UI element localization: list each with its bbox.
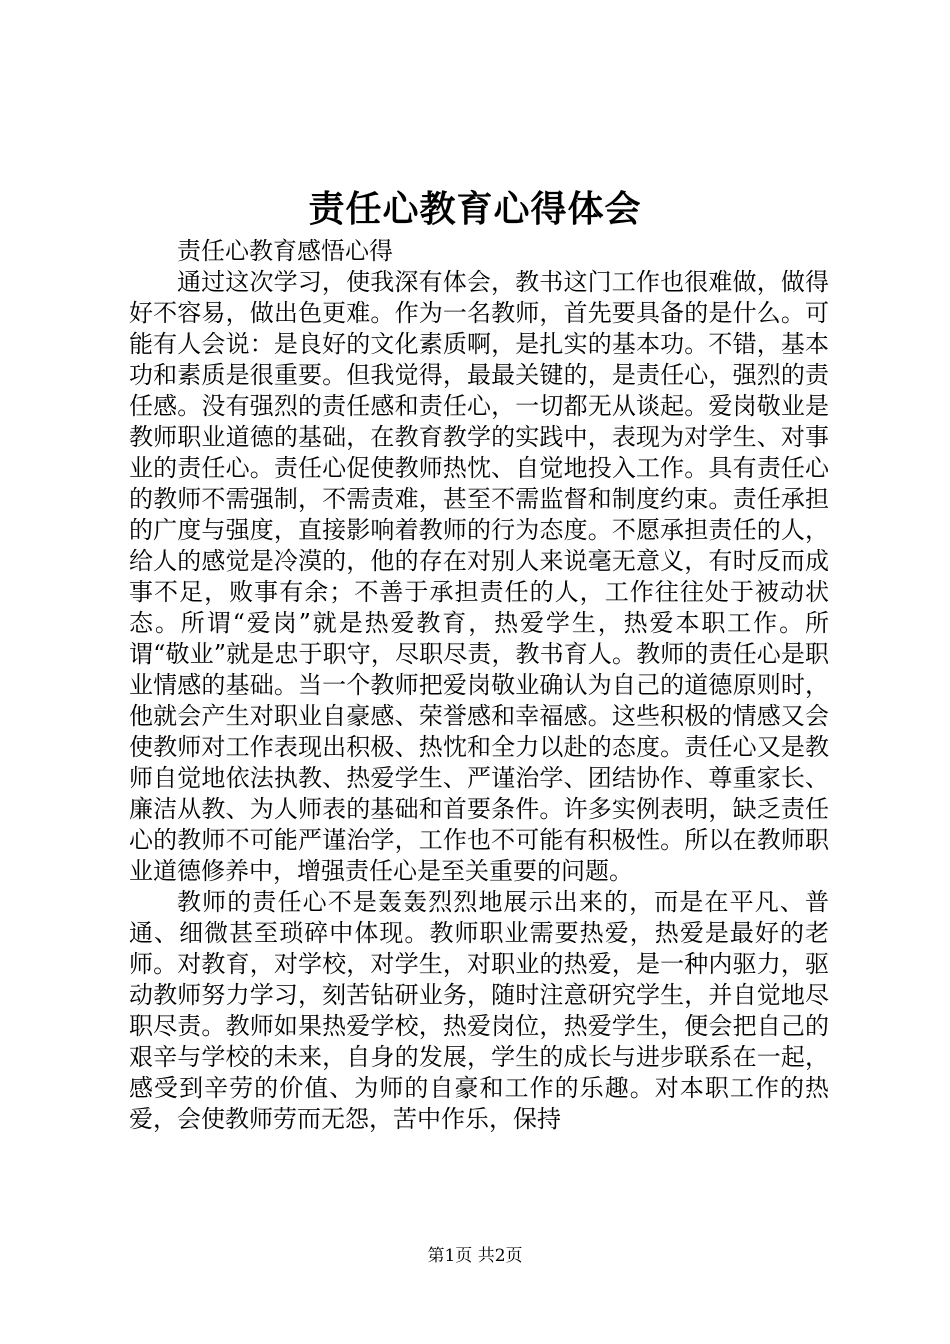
- paragraph-1: 通过这次学习，使我深有体会，教书这门工作也很难做，做得好不容易，做出色更难。作为一名教师，首先要具备的是什么。可能有人会说：是良好的文化素质啊，是扎实的基本功。不错，基本功和素质是很重要。但我觉得，最最关键的，是责任心，强烈的责任感。没有强烈的责任感和责任心，一切都无从谈起。爱岗敬业是教师职业道德的基础，在教育教学的实践中，表现为对学生、对事业的责任心。责任心促使教师热忱、自觉地投入工作。具有责任心的教师不需强制，不需责难，甚至不需监督和制度约束。责任承担的广度与强度，直接影响着教师的行为态度。不愿承担责任的人，给人的感觉是冷漠的，他的存在对别人来说毫无意义，有时反而成事不足，败事有余；不善于承担责任的人，工作往往处于被动状态。所谓“爱岗”就是热爱教育，热爱学生，热爱本职工作。所谓“敬业”就是忠于职守，尽职尽责，教书育人。教师的责任心是职业情感的基础。当一个教师把爱岗敬业确认为自己的道德原则时，他就会产生对职业自豪感、荣誉感和幸福感。这些积极的情感又会使教师对工作表现出积极、热忱和全力以赴的态度。责任心又是教师自觉地依法执教、热爱学生、严谨治学、团结协作、尊重家长、廉洁从教、为人师表的基础和首要条件。许多实例表明，缺乏责任心的教师不可能严谨治学，工作也不可能有积极性。所以在教师职业道德修养中，增强责任心是至关重要的问题。: [129, 268, 829, 885]
- paragraph-2: 教师的责任心不是轰轰烈烈地展示出来的，而是在平凡、普通、细微甚至琐碎中体现。教师职业需要热爱，热爱是最好的老师。对教育，对学校，对学生，对职业的热爱，是一种内驱力，驱动教师努力学习，刻苦钻研业务，随时注意研究学生，并自觉地尽职尽责。教师如果热爱学校，热爱岗位，热爱学生，便会把自己的艰辛与学校的未来，自身的发展，学生的成长与进步联系在一起，感受到辛劳的价值、为师的自豪和工作的乐趣。对本职工作的热爱，会使教师劳而无怨，苦中作乐，保持: [129, 888, 829, 1133]
- page-footer: 第1页 共2页: [427, 1246, 523, 1266]
- paragraph-subtitle: 责任心教育感悟心得: [177, 237, 393, 265]
- document-body: [129, 236, 829, 1135]
- document-title: 责任心教育心得体会: [308, 188, 642, 230]
